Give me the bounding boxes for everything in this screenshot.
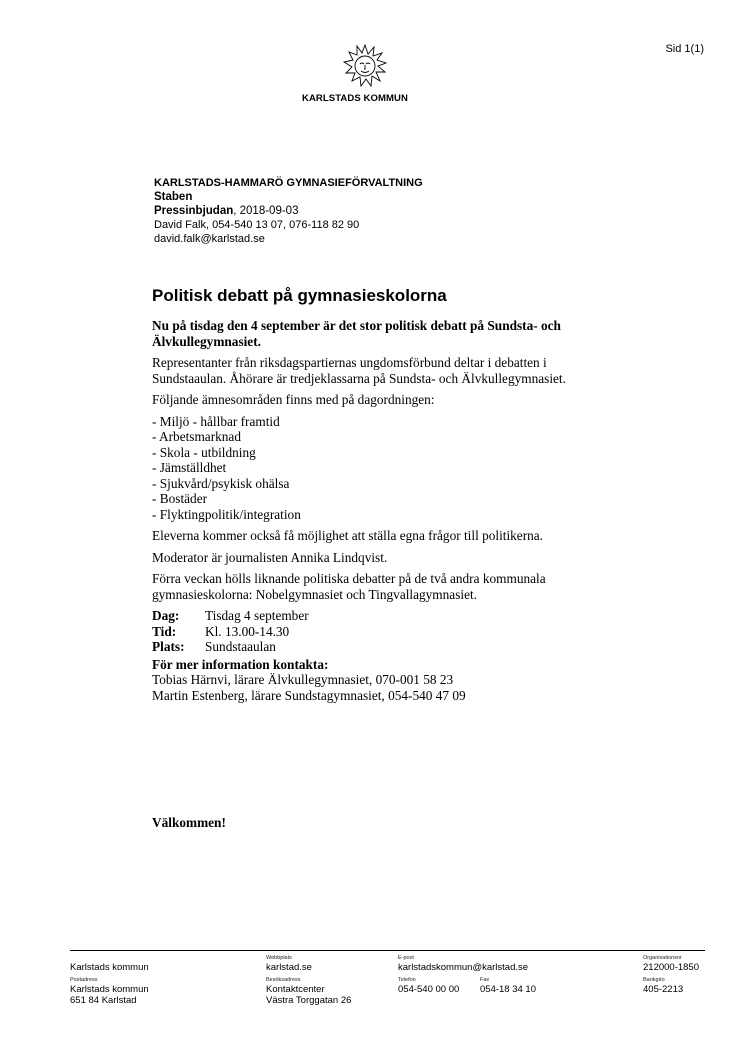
contact-person: Tobias Härnvi, lärare Älvkullegymnasiet, 070-001 58 23 xyxy=(152,672,454,687)
paragraph: Eleverna kommer också få möjlighet att ställa egna frågor till politikerna. xyxy=(152,528,544,543)
footer-value: karlstadskommun@karlstad.se xyxy=(398,962,529,973)
lead-paragraph: Nu på tisdag den 4 september är det stor politisk debatt på Sundsta- och Älvkullegymnasiet. xyxy=(152,318,561,349)
paragraph: Moderator är journalisten Annika Lindqvist. xyxy=(152,549,388,565)
department: KARLSTADS-HAMMARÖ GYMNASIEFÖRVALTNING xyxy=(154,177,423,189)
footer-label: Telefon xyxy=(398,977,416,983)
doc-date: , 2018-09-03 xyxy=(233,205,299,217)
footer-value: 054-18 34 10 xyxy=(480,984,536,995)
footer-name: Karlstads kommun xyxy=(70,962,149,973)
time-value: Kl. 13.00-14.30 xyxy=(205,623,290,639)
footer-value: 651 84 Karlstad xyxy=(70,995,137,1006)
footer-divider xyxy=(70,950,705,951)
footer-col-org xyxy=(643,955,699,995)
contact-person: Martin Estenberg, lärare Sundstagymnasiet, 054-540 47 09 xyxy=(152,687,466,703)
contact-heading: För mer information kontakta: xyxy=(152,656,329,672)
contact-info: David Falk, 054-540 13 07, 076-118 82 90 xyxy=(154,219,360,231)
place-value: Sundstaaulan xyxy=(205,639,276,654)
footer-label: Postadress xyxy=(70,977,98,983)
list-item: - Jämställdhet xyxy=(152,460,227,475)
footer-col-web xyxy=(266,955,351,1006)
list-item: - Skola - utbildning xyxy=(152,444,256,460)
footer-col-name xyxy=(70,955,149,1006)
footer-value: 405-2213 xyxy=(643,984,684,995)
body-text xyxy=(152,318,622,703)
footer-value: 212000-1850 xyxy=(643,962,699,973)
footer-label: Bankgiro xyxy=(643,977,665,983)
list-item: - Flyktingpolitik/integration xyxy=(152,506,301,522)
footer-value: Västra Torggatan 26 xyxy=(266,995,352,1006)
footer-label: Besöksadress xyxy=(266,977,301,983)
day-label: Dag: xyxy=(152,608,180,623)
paragraph: Representanter från riksdagspartiernas ungdomsförbund deltar i debatten i Sundstaaulan. Åhörare är tredjeklassarna på Sundsta- och Älvkullegymnasiet. xyxy=(152,355,566,386)
footer-value: karlstad.se xyxy=(266,962,312,973)
topics-intro: Följande ämnesområden finns med på dagordningen: xyxy=(152,392,435,407)
paragraph: Förra veckan hölls liknande politiska debatter på de två andra kommunala gymnasieskolorna: Nobelgymnasiet och Tingvallagymnasiet. xyxy=(152,571,546,602)
contact-email: david.falk@karlstad.se xyxy=(154,233,265,245)
list-item: - Arbetsmarknad xyxy=(152,429,241,444)
day-value: Tisdag 4 september xyxy=(205,608,309,623)
doc-type-line xyxy=(154,204,423,218)
unit: Staben xyxy=(154,191,193,203)
sun-face-icon xyxy=(343,44,387,88)
topic-list xyxy=(152,414,622,523)
list-item: - Bostäder xyxy=(152,491,208,506)
page-number: Sid 1(1) xyxy=(665,43,704,55)
page-title: Politisk debatt på gymnasieskolorna xyxy=(152,286,447,305)
footer-value: Karlstads kommun xyxy=(70,984,149,995)
doc-type: Pressinbjudan xyxy=(154,205,234,217)
footer-label: Webbplats xyxy=(266,955,292,961)
org-logo-text: KARLSTADS KOMMUN xyxy=(302,93,408,104)
list-item: - Miljö - hållbar framtid xyxy=(152,413,280,429)
event-info xyxy=(152,608,622,655)
footer-label: Organisationsnr xyxy=(643,955,682,961)
welcome-text: Välkommen! xyxy=(152,815,226,830)
time-label: Tid: xyxy=(152,623,177,639)
footer-value: 054-540 00 00 xyxy=(398,984,460,995)
footer-value: Kontaktcenter xyxy=(266,984,325,995)
footer-col-fax xyxy=(480,955,536,995)
sender-block xyxy=(154,176,423,246)
place-label: Plats: xyxy=(152,639,185,654)
footer-label: Fax xyxy=(480,977,490,983)
footer-label: E-post xyxy=(398,955,414,961)
list-item: - Sjukvård/psykisk ohälsa xyxy=(152,475,290,491)
